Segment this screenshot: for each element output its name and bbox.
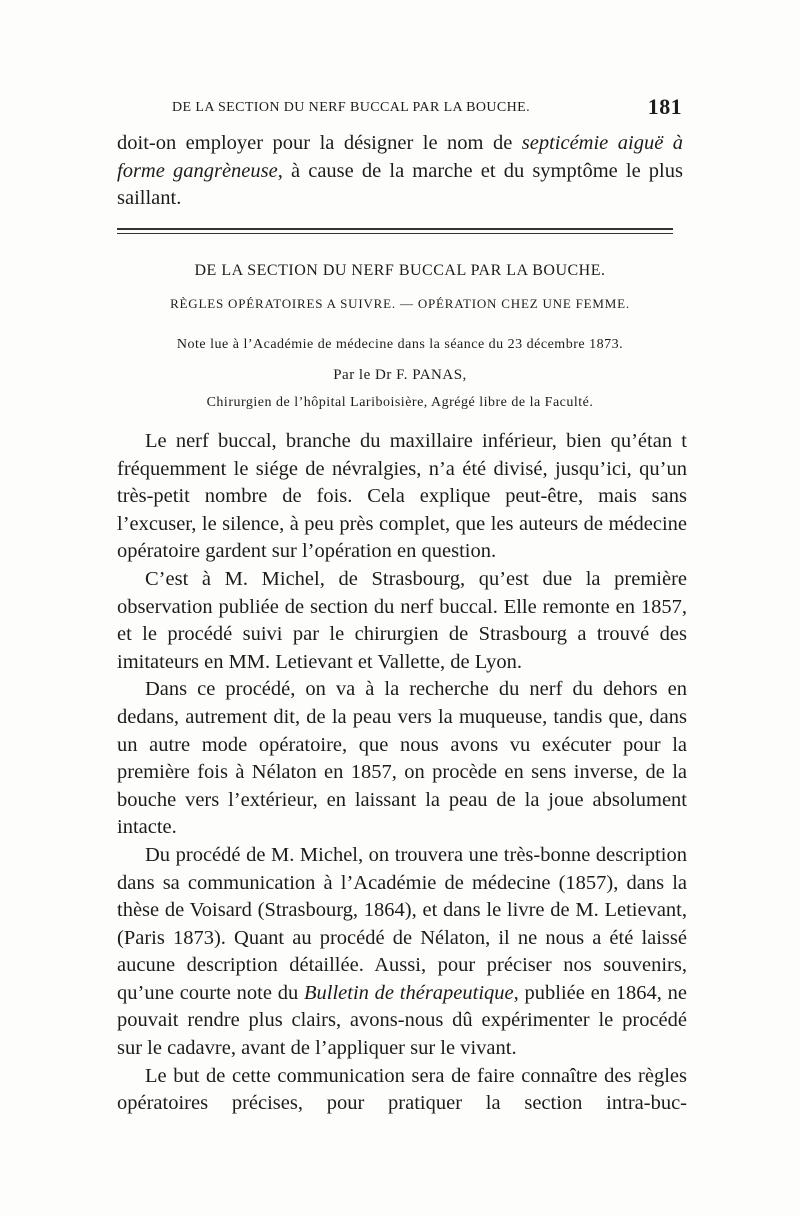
body-paragraph-4-a: Du procédé de M. Michel, on trouvera une très-bonne description dans sa communication à l’Académie de médecine (1857), dans la thèse de Voisard (Strasbourg, 1864), et dans le livre de M. Letievant, (Paris 1873). Quant au procédé de Nélaton, il ne nous a été laissé aucune description détaillée. Aussi, pour préciser nos souvenirs, qu’une courte note du	[117, 843, 687, 1004]
article-note: Note lue à l’Académie de médecine dans la séance du 23 décembre 1873.	[176, 337, 624, 352]
article-affiliation: Chirurgien de l’hôpital Lariboisière, Agrégé libre de la Faculté.	[206, 395, 594, 410]
body-paragraph-5: Le but de cette communication sera de faire connaître des règles opératoires précises, pour pratiquer la section intra-buc-	[117, 1064, 687, 1115]
intro-text-c: saillant.	[117, 187, 182, 210]
bulletin-title: Bulletin de thérapeutique	[304, 981, 514, 1004]
article-subtitle: RÈGLES OPÉRATOIRES A SUIVRE. — OPÉRATION CHEZ UNE FEMME.	[170, 296, 630, 311]
body-paragraph-1: Le nerf buccal, branche du maxillaire inférieur, bien qu’étan t fréquemment le siége de névralgies, n’a été divisé, jusqu’ici, qu’un très-petit nombre de fois. Cela explique peut-être, mais sans l’excuser, le silence, à peu près complet, que les auteurs de médecine opératoire gardent sur l’opération en question.	[117, 430, 687, 563]
section-divider	[117, 228, 673, 236]
body-paragraph-2: C’est à M. Michel, de Strasbourg, qu’est due la première observation publiée de section du nerf buccal. Elle remonte en 1857, et le procédé suivi par le chirurgien de Strasbourg a trouvé des imitateurs en MM. Letievant et Vallette, de Lyon.	[117, 567, 687, 673]
intro-text-b: , à cause de la marche et du symptôme le plus	[277, 159, 683, 182]
intro-text-a: doit-on employer pour la désigner le nom de	[117, 132, 522, 154]
page-number: 181	[647, 94, 682, 119]
article-title: DE LA SECTION DU NERF BUCCAL PAR LA BOUCHE.	[194, 262, 606, 279]
intro-italic-b: forme gangrèneuse	[117, 159, 278, 182]
article-author: Par le Dr F. PANAS,	[333, 367, 467, 383]
running-head	[172, 96, 682, 120]
intro-paragraph	[117, 130, 683, 213]
intro-italic-a: septicémie aiguë à	[521, 132, 684, 154]
running-title: DE LA SECTION DU NERF BUCCAL PAR LA BOUCHE.	[172, 100, 531, 115]
body-paragraph-4-b: , publiée en 1864, ne pouvait rendre plus clairs, avons-nous dû expérimenter le procédé sur le cadavre, avant de l’appliquer sur le vivant.	[117, 981, 687, 1060]
body-paragraph-3: Dans ce procédé, on va à la recherche du nerf du dehors en dedans, autrement dit, de la peau vers la muqueuse, tandis que, dans un autre mode opératoire, que nous avons vu exécuter pour la première fois à Nélaton en 1857, on procède en sens inverse, de la bouche vers l’extérieur, en laissant la peau de la joue absolument intacte.	[117, 678, 687, 839]
body-paragraph-4	[117, 842, 687, 1063]
article-body	[117, 428, 687, 1118]
